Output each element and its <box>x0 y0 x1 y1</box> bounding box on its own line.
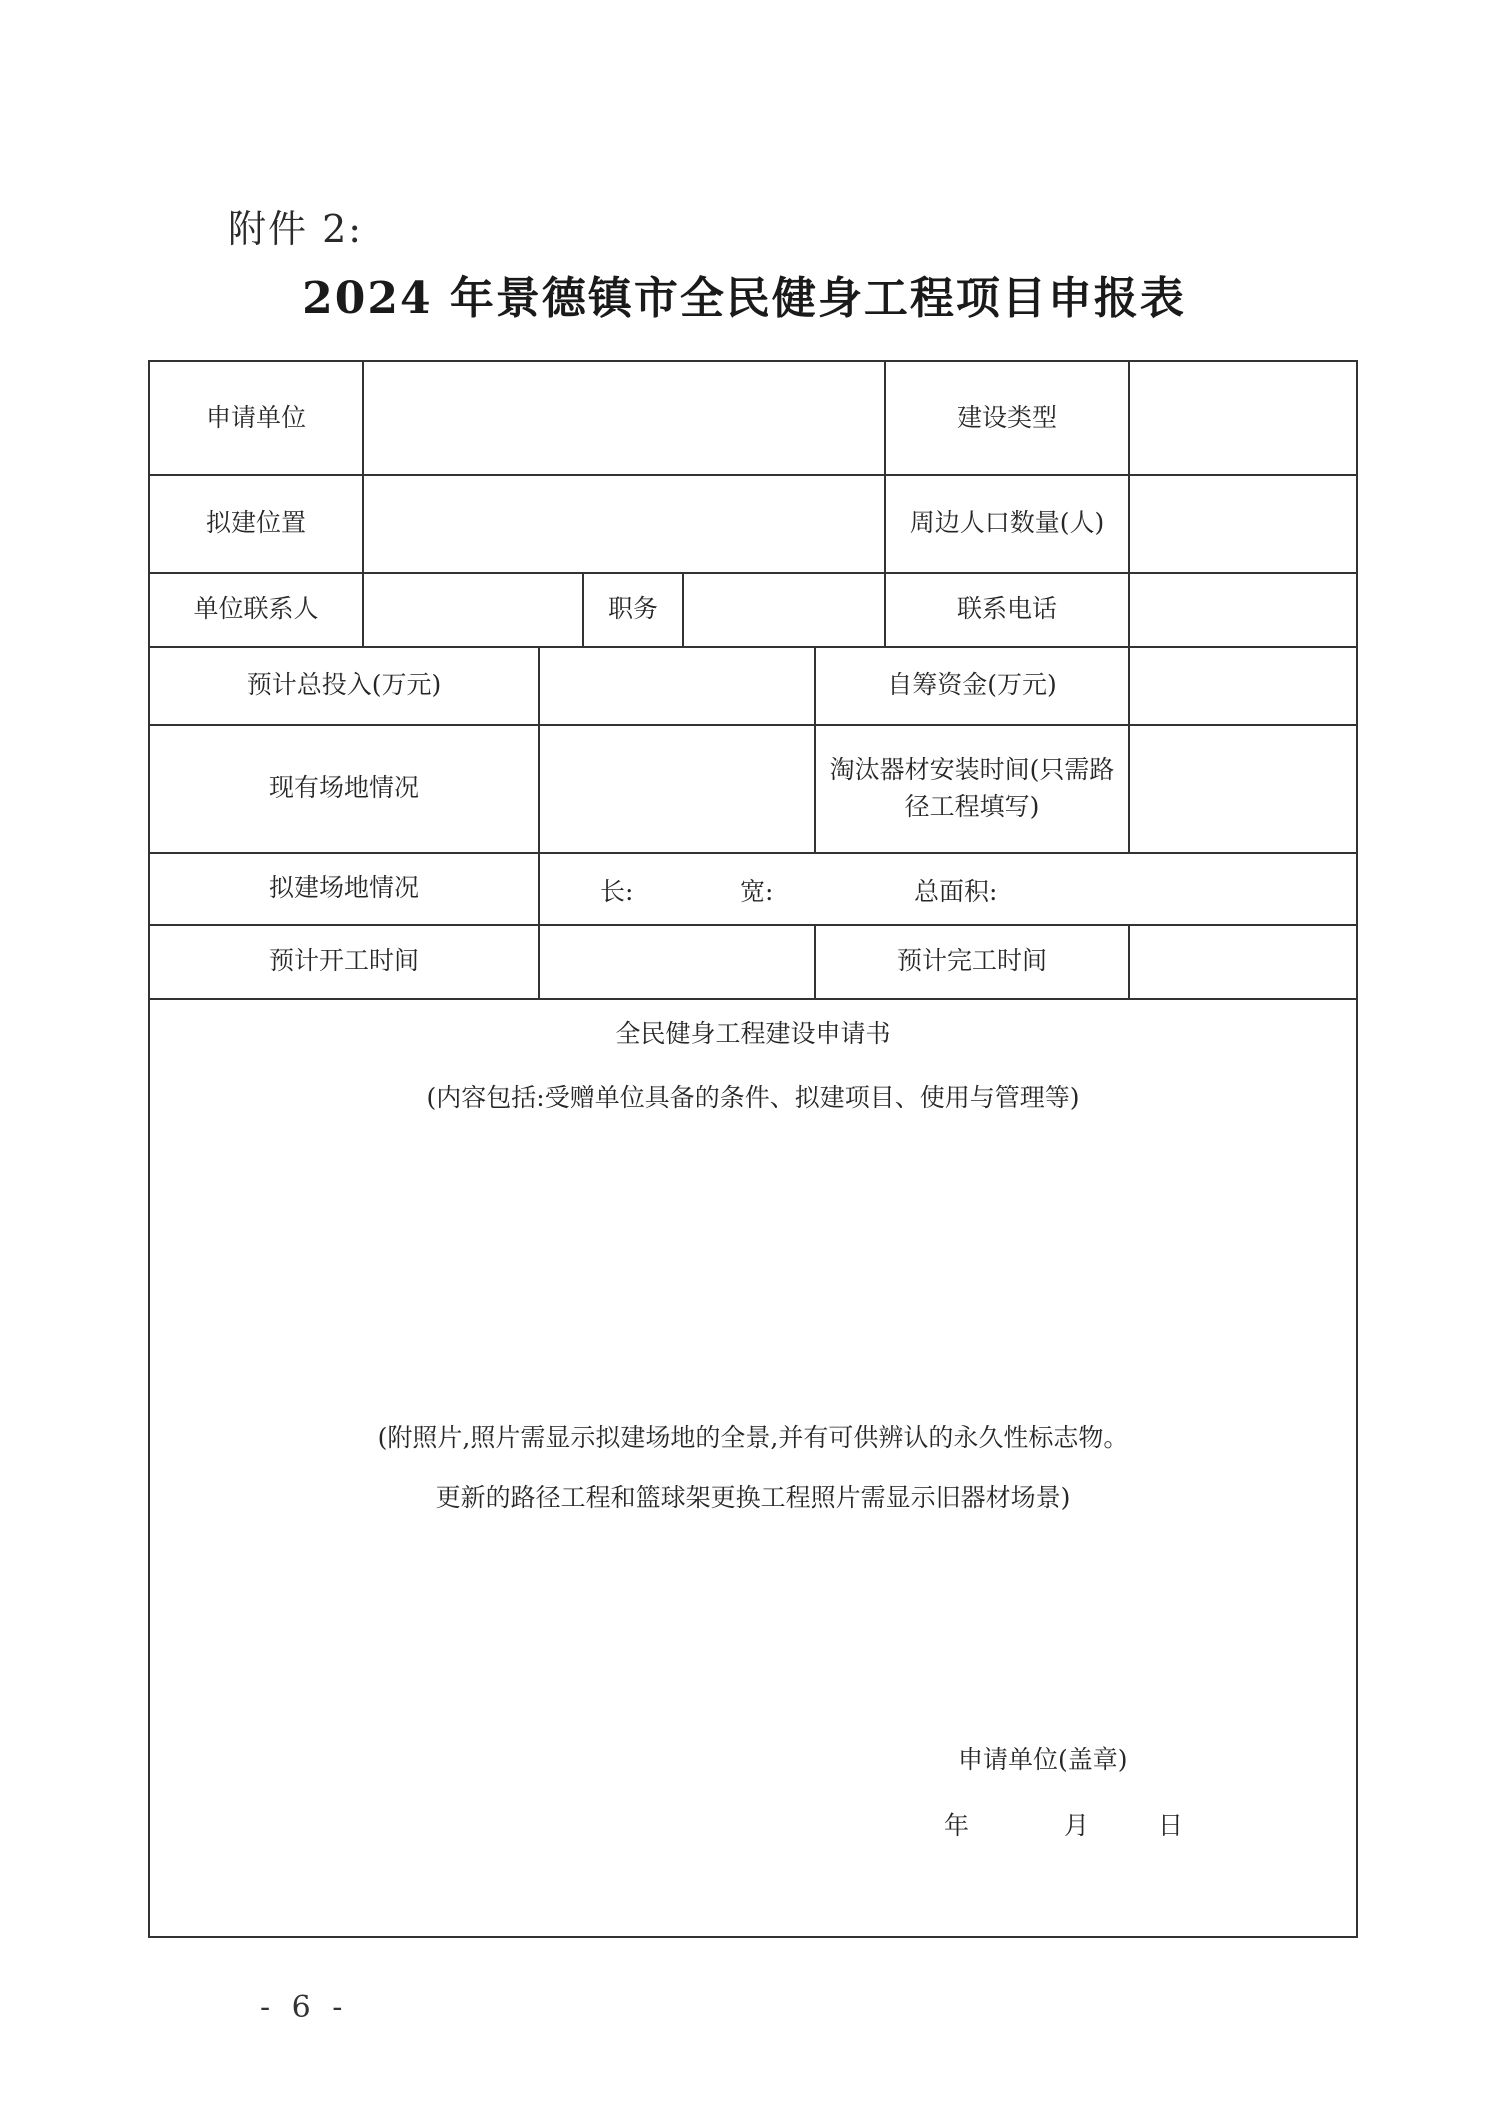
col-divider <box>538 852 540 924</box>
start-time-field[interactable] <box>540 924 814 998</box>
year-label: 年 <box>944 1811 970 1840</box>
population-label: 周边人口数量(人) <box>909 508 1105 538</box>
month-label: 月 <box>1064 1811 1090 1840</box>
row-divider <box>150 998 1356 1000</box>
applicant-field[interactable] <box>364 362 884 474</box>
equipment-time-field[interactable] <box>1130 724 1356 852</box>
end-time-field[interactable] <box>1130 924 1356 998</box>
application-form <box>148 360 1358 1938</box>
equipment-time-label: 淘汰器材安装时间(只需路径工程填写) <box>829 754 1115 821</box>
self-funding-field[interactable] <box>1130 646 1356 724</box>
population-field[interactable] <box>1130 474 1356 572</box>
attachment-label: 附件 2: <box>228 207 364 251</box>
page-number: - 6 - <box>260 1990 349 2025</box>
contact-label: 单位联系人 <box>193 594 319 624</box>
self-funding-label: 自筹资金(万元) <box>887 670 1057 700</box>
application-heading: 全民健身工程建设申请书 <box>615 1019 891 1048</box>
planned-site-label: 拟建场地情况 <box>268 873 419 903</box>
length-label: 长: <box>600 877 634 906</box>
application-content-note: (内容包括:受赠单位具备的条件、拟建项目、使用与管理等) <box>426 1083 1080 1112</box>
phone-label: 联系电话 <box>956 594 1057 624</box>
day-label: 日 <box>1158 1811 1184 1840</box>
area-label: 总面积: <box>914 877 998 906</box>
seal-label: 申请单位(盖章) <box>958 1745 1128 1774</box>
construction-type-field[interactable] <box>1130 362 1356 474</box>
existing-site-label: 现有场地情况 <box>268 773 419 803</box>
existing-site-field[interactable] <box>540 724 814 852</box>
position-label: 职务 <box>607 594 658 624</box>
contact-field[interactable] <box>364 572 582 646</box>
location-label: 拟建位置 <box>205 508 306 538</box>
total-investment-label: 预计总投入(万元) <box>246 670 442 700</box>
form-title: 2024 年景德镇市全民健身工程项目申报表 <box>302 273 1186 324</box>
photo-note-line-1: (附照片,照片需显示拟建场地的全景,并有可供辨认的永久性标志物。 <box>377 1423 1129 1452</box>
phone-field[interactable] <box>1130 572 1356 646</box>
photo-note-line-2: 更新的路径工程和篮球架更换工程照片需显示旧器材场景) <box>435 1483 1071 1512</box>
position-field[interactable] <box>684 572 884 646</box>
location-field[interactable] <box>364 474 884 572</box>
end-time-label: 预计完工时间 <box>896 946 1047 976</box>
total-investment-field[interactable] <box>540 646 814 724</box>
applicant-label: 申请单位 <box>205 403 306 433</box>
start-time-label: 预计开工时间 <box>268 946 419 976</box>
width-label: 宽: <box>740 877 774 906</box>
construction-type-label: 建设类型 <box>956 403 1057 433</box>
